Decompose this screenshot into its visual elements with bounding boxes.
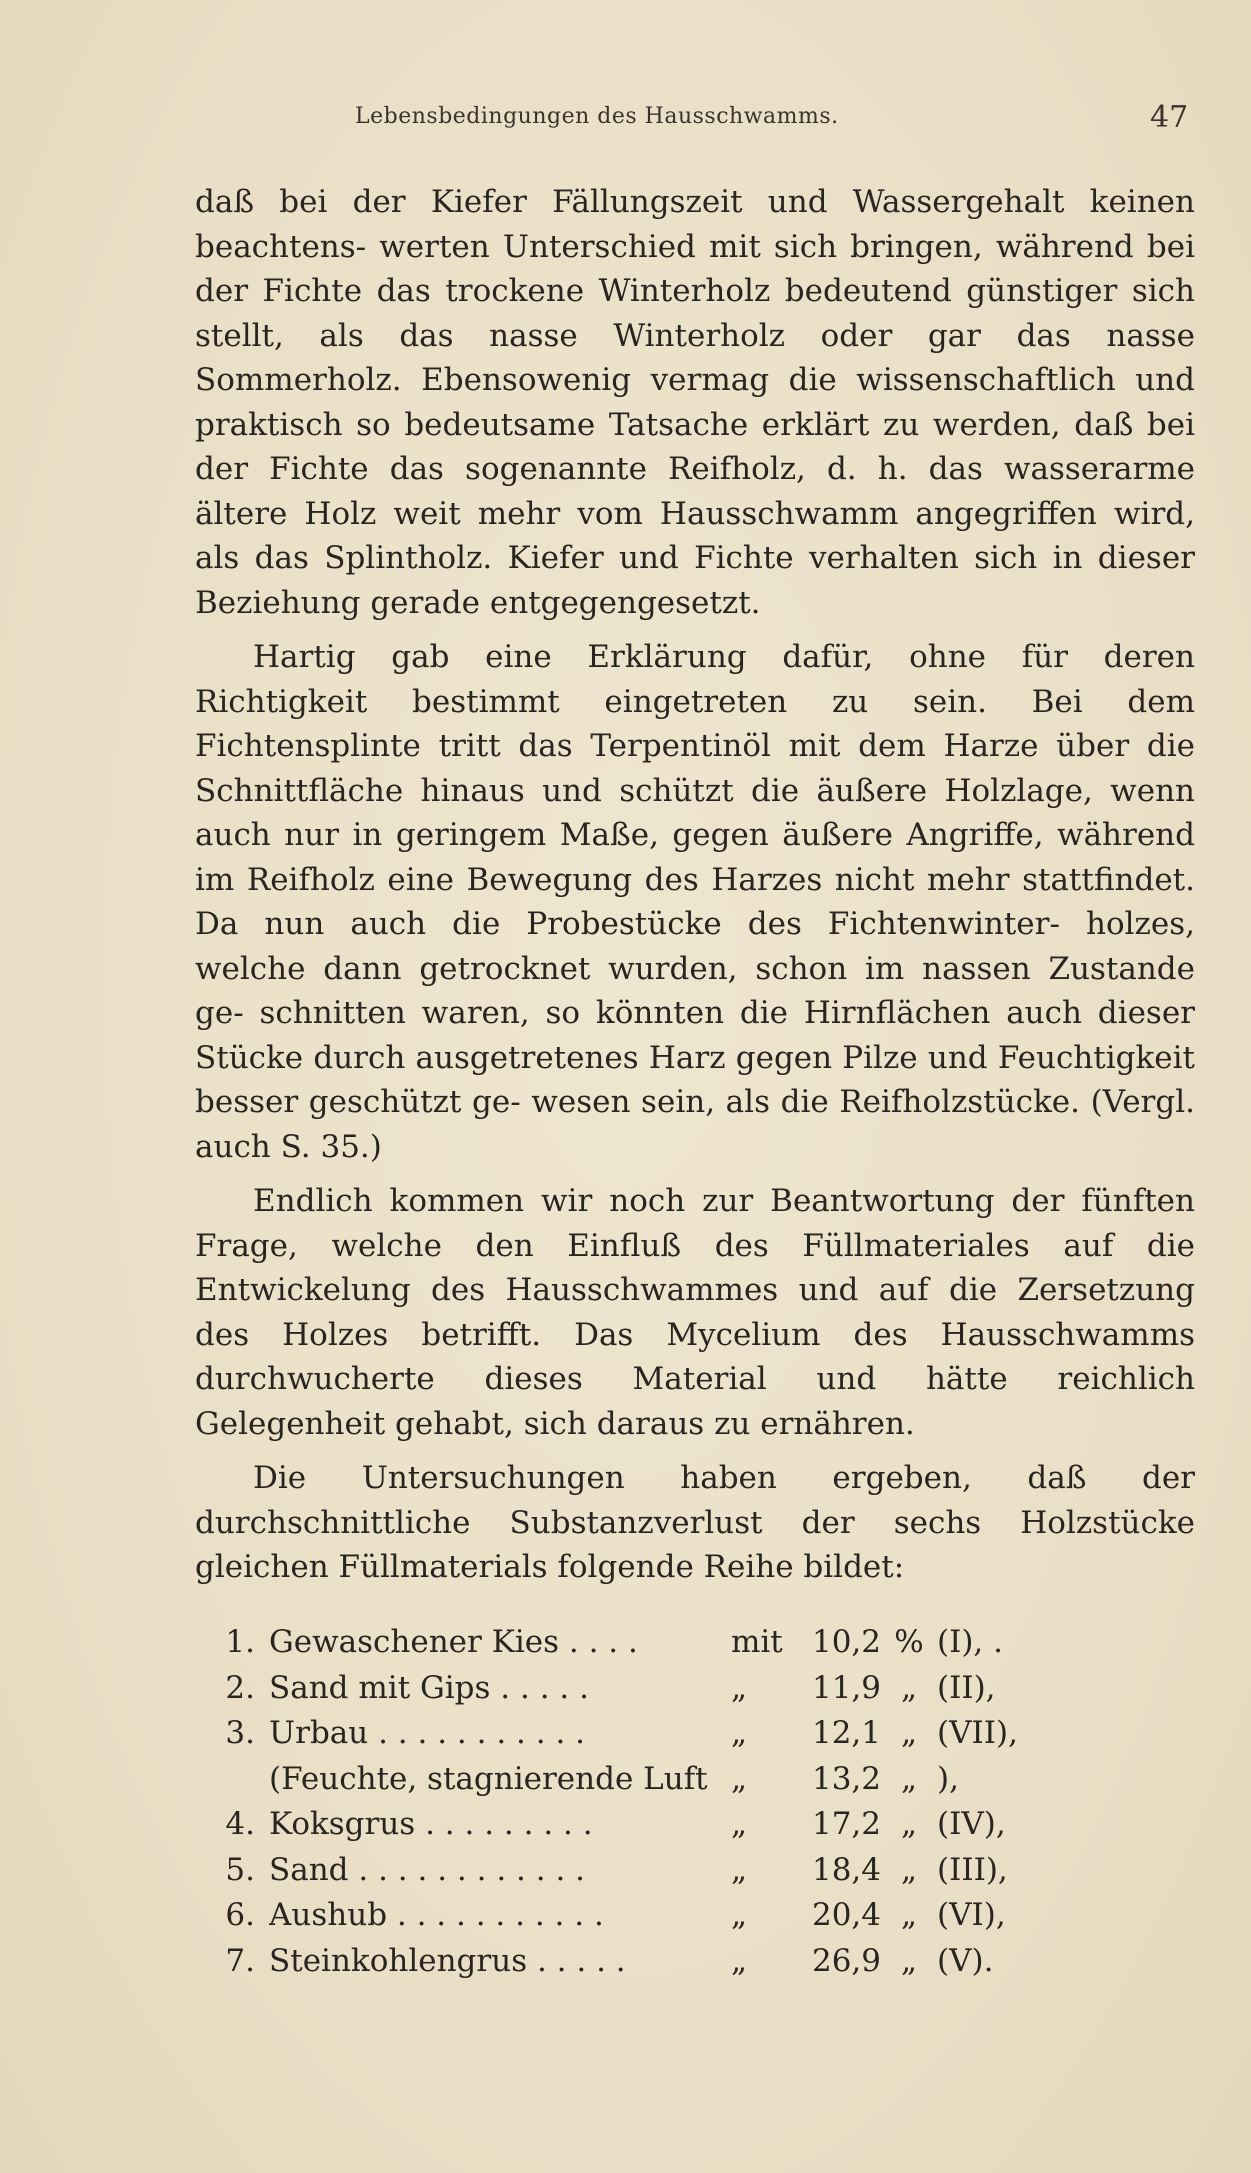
item-ref: (VI), [937, 1897, 1006, 1933]
item-unit: „ [900, 1806, 918, 1842]
item-value: 10,2 [811, 1624, 881, 1660]
item-number: 2. [225, 1669, 255, 1706]
item-number: 3. [225, 1715, 255, 1751]
item-ref: ), [937, 1760, 959, 1797]
item-value: 20,4 [811, 1897, 881, 1933]
item-unit: „ [900, 1669, 918, 1706]
item-number: 6. [225, 1897, 255, 1933]
item-value: 18,4 [811, 1851, 881, 1888]
item-ref: (IV), [937, 1806, 1006, 1842]
item-mit: „ [731, 1715, 748, 1751]
item-label: Koksgrus . . . . . . . . . [269, 1806, 593, 1842]
page-number: 47 [1150, 100, 1189, 135]
running-header [0, 100, 1251, 140]
item-mit: „ [731, 1897, 748, 1933]
item-value: 13,2 [811, 1760, 881, 1797]
item-ref: (II), [937, 1669, 996, 1706]
body-text [195, 180, 1195, 1600]
item-number: 5. [225, 1851, 255, 1888]
item-unit: „ [900, 1760, 918, 1797]
item-number: 7. [225, 1942, 255, 1979]
item-unit: „ [900, 1851, 918, 1888]
list-item [195, 1666, 1115, 1712]
item-value: 26,9 [811, 1942, 881, 1979]
item-ref: (VII), [937, 1715, 1018, 1751]
item-number: 1. [225, 1624, 255, 1660]
item-mit: „ [731, 1806, 748, 1842]
list-item [195, 1757, 1115, 1803]
item-label: Sand mit Gips . . . . . [269, 1669, 589, 1706]
list-item [195, 1939, 1115, 1985]
item-ref: (III), [937, 1851, 1008, 1888]
item-unit: % [894, 1624, 924, 1660]
list-item [195, 1893, 1115, 1939]
item-ref: (V). [937, 1942, 994, 1979]
item-unit: „ [900, 1942, 918, 1979]
item-mit: „ [731, 1942, 748, 1979]
item-number: 4. [225, 1806, 255, 1842]
item-value: 11,9 [811, 1669, 881, 1706]
item-mit: „ [731, 1851, 748, 1888]
item-label: Sand . . . . . . . . . . . . [269, 1851, 586, 1888]
paragraph-3: Endlich kommen wir noch zur Beantwortung der fünften Frage, welche den Einfluß des Füllmateriales auf die Entwickelung des Hausschwammes und auf die Zersetzung des Holzes betrifft. Das Mycelium des Hausschwamms durchwucherte dieses Material und hätte reichlich Gelegenheit gehabt, sich daraus zu ernähren. [195, 1183, 1195, 1442]
list-item [195, 1802, 1115, 1848]
list-item [195, 1848, 1115, 1894]
substance-loss-list [195, 1620, 1115, 1984]
item-mit: mit [731, 1624, 783, 1660]
item-label: Urbau . . . . . . . . . . . [269, 1715, 586, 1751]
item-label: Steinkohlengrus . . . . . [269, 1942, 626, 1979]
paragraph-2: Hartig gab eine Erklärung dafür, ohne für deren Richtigkeit bestimmt eingetreten zu sein. Bei dem Fichtensplinte tritt das Terpentinöl mit dem Harze über die Schnittfläche hinaus und schützt die äußere Holzlage, wenn auch nur in geringem Maße, gegen äußere Angriffe, während im Reifholz eine Bewegung des Harzes nicht mehr stattfindet. Da nun auch die Probestücke des Fichtenwinter- holzes, welche dann getrocknet wurden, schon im nassen Zustande ge- schnitten waren, so könnten die Hirnflächen auch dieser Stücke durch ausgetretenes Harz gegen Pilze und Feuchtigkeit besser geschützt ge- wesen sein, als die Reifholzstücke. (Vergl. auch S. 35.) [195, 639, 1195, 1165]
list-item [195, 1620, 1115, 1666]
list-item [195, 1711, 1115, 1757]
paragraph-4: Die Untersuchungen haben ergeben, daß der durchschnittliche Substanzverlust der sechs Holzstücke gleichen Füllmaterials folgende Reihe bildet: [195, 1460, 1195, 1585]
item-label: (Feuchte, stagnierende Luft [269, 1760, 708, 1797]
item-label: Gewaschener Kies . . . . [269, 1624, 638, 1660]
item-ref: (I), . [937, 1624, 1003, 1660]
paragraph-1: daß bei der Kiefer Fällungszeit und Wassergehalt keinen beachtens- werten Unterschied mit sich bringen, während bei der Fichte das trockene Winterholz bedeutend günstiger sich stellt, als das nasse Winterholz oder gar das nasse Sommerholz. Ebensowenig vermag die wissenschaftlich und praktisch so bedeutsame Tatsache erklärt zu werden, daß bei der Fichte das sogenannte Reifholz, d. h. das wasserarme ältere Holz weit mehr vom Hausschwamm angegriffen wird, als das Splintholz. Kiefer und Fichte verhalten sich in dieser Beziehung gerade entgegengesetzt. [195, 184, 1195, 621]
item-label: Aushub . . . . . . . . . . . [269, 1897, 604, 1933]
running-title: Lebensbedingungen des Hausschwamms. [355, 104, 839, 129]
item-mit: „ [731, 1669, 748, 1706]
item-mit: „ [731, 1760, 748, 1797]
item-value: 12,1 [811, 1715, 881, 1751]
item-unit: „ [900, 1715, 918, 1751]
item-unit: „ [900, 1897, 918, 1933]
item-value: 17,2 [811, 1806, 881, 1842]
